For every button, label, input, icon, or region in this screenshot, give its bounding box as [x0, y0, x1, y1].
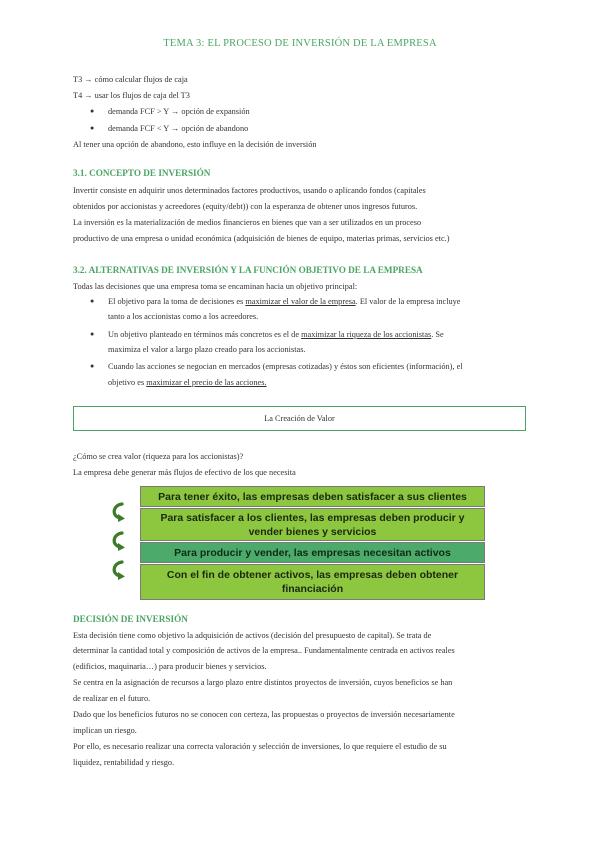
objective-bullet-2-cont: maximiza el valor a largo plazo creado para los accionistas.: [108, 345, 306, 354]
bullet-dot: ●: [90, 362, 95, 370]
curved-arrow-icon: [108, 502, 132, 522]
section-heading-decision: DECISIÓN DE INVERSIÓN: [73, 614, 188, 624]
paragraph-line: Se centra en la asignación de recursos a largo plazo entre distintos proyectos de inversión, cuyos beneficios se han: [73, 678, 453, 687]
paragraph-line: Invertir consiste en adquirir unos determinados factores productivos, usando o aplicando fondos (capitales: [73, 186, 426, 195]
paragraph-line: obtenidos por accionistas y acreedores (equity/debt)) con la esperanza de obtener unos ingresos futuros.: [73, 202, 418, 211]
intro-bullet-expansion: demanda FCF > Y → opción de expansión: [108, 107, 250, 116]
paragraph-line: determinar la cantidad total y composición de activos de la empresa.. Fundamentalmente centrada en activos reales: [73, 646, 455, 655]
bullet-dot: ●: [90, 330, 95, 338]
value-answer: La empresa debe generar más flujos de efectivo de los que necesita: [73, 468, 296, 477]
underlined-text: maximizar el valor de la empresa: [245, 297, 356, 306]
underlined-text: maximizar el precio de las acciones.: [146, 378, 267, 387]
paragraph-line: Esta decisión tiene como objetivo la adquisición de activos (decisión del presupuesto de capital). Se trata de: [73, 631, 432, 640]
diagram-bar-1: Para tener éxito, las empresas deben satisfacer a sus clientes: [140, 486, 485, 507]
objective-bullet-3-cont: objetivo es maximizar el precio de las acciones.: [108, 378, 267, 387]
intro-bullet-abandono: demanda FCF < Y → opción de abandono: [108, 124, 249, 133]
paragraph-line: de realizar en el futuro.: [73, 694, 151, 703]
objective-bullet-2: Un objetivo planteado en términos más concretos es el de maximizar la riqueza de los accionistas. Se: [108, 330, 444, 339]
objective-bullet-1: El objetivo para la toma de decisiones es maximizar el valor de la empresa. El valor de la empresa incluye: [108, 297, 461, 306]
underlined-text: maximizar la riqueza de los accionistas: [301, 330, 432, 339]
paragraph-line: (edificios, maquinaria…) para producir bienes y servicios.: [73, 662, 267, 671]
bullet-dot: ●: [90, 297, 95, 305]
paragraph-line: La inversión es la materialización de medios financieros en bienes que van a ser utilizados en un proceso: [73, 218, 422, 227]
bullet-dot: ●: [90, 124, 95, 132]
paragraph-line: implican un riesgo.: [73, 726, 137, 735]
diagram-bar-2: Para satisfacer a los clientes, las empresas deben producir y vender bienes y servicios: [140, 508, 485, 541]
paragraph-line: productivo de una empresa o unidad económica (adquisición de bienes de equipo, materias primas, servicios etc.): [73, 234, 450, 243]
diagram-bar-3: Para producir y vender, las empresas necesitan activos: [140, 542, 485, 563]
objective-bullet-1-cont: tanto a los accionistas como a los acreedores.: [108, 312, 259, 321]
bullet-dot: ●: [90, 107, 95, 115]
paragraph-line: Todas las decisiones que una empresa toma se encaminan hacia un objetivo principal:: [73, 282, 358, 291]
value-question: ¿Cómo se crea valor (riqueza para los accionistas)?: [73, 452, 244, 461]
value-creation-box: La Creación de Valor: [73, 406, 526, 431]
paragraph-line: Por ello, es necesario realizar una correcta valoración y selección de inversiones, lo que requiere el estudio de su: [73, 742, 447, 751]
page-title: TEMA 3: EL PROCESO DE INVERSIÓN DE LA EMPRESA: [163, 38, 437, 49]
paragraph-line: Dado que los beneficios futuros no se conocen con certeza, las propuestas o proyectos de inversión necesariamente: [73, 710, 455, 719]
intro-t4: T4 → usar los flujos de caja del T3: [73, 91, 190, 100]
section-heading-alternativas: 3.2. ALTERNATIVAS DE INVERSIÓN Y LA FUNCIÓN OBJETIVO DE LA EMPRESA: [73, 265, 423, 275]
paragraph-line: liquidez, rentabilidad y riesgo.: [73, 758, 175, 767]
curved-arrow-icon: [108, 531, 132, 551]
objective-bullet-3: Cuando las acciones se negocian en mercados (empresas cotizadas) y éstos son eficientes (información), el: [108, 362, 463, 371]
curved-arrow-icon: [108, 560, 132, 580]
intro-note: Al tener una opción de abandono, esto influye en la decisión de inversión: [73, 140, 317, 149]
section-heading-concepto: 3.1. CONCEPTO DE INVERSIÓN: [73, 168, 211, 178]
intro-t3: T3 → cómo calcular flujos de caja: [73, 75, 188, 84]
diagram-bar-4: Con el fin de obtener activos, las empresas deben obtener financiación: [140, 564, 485, 600]
